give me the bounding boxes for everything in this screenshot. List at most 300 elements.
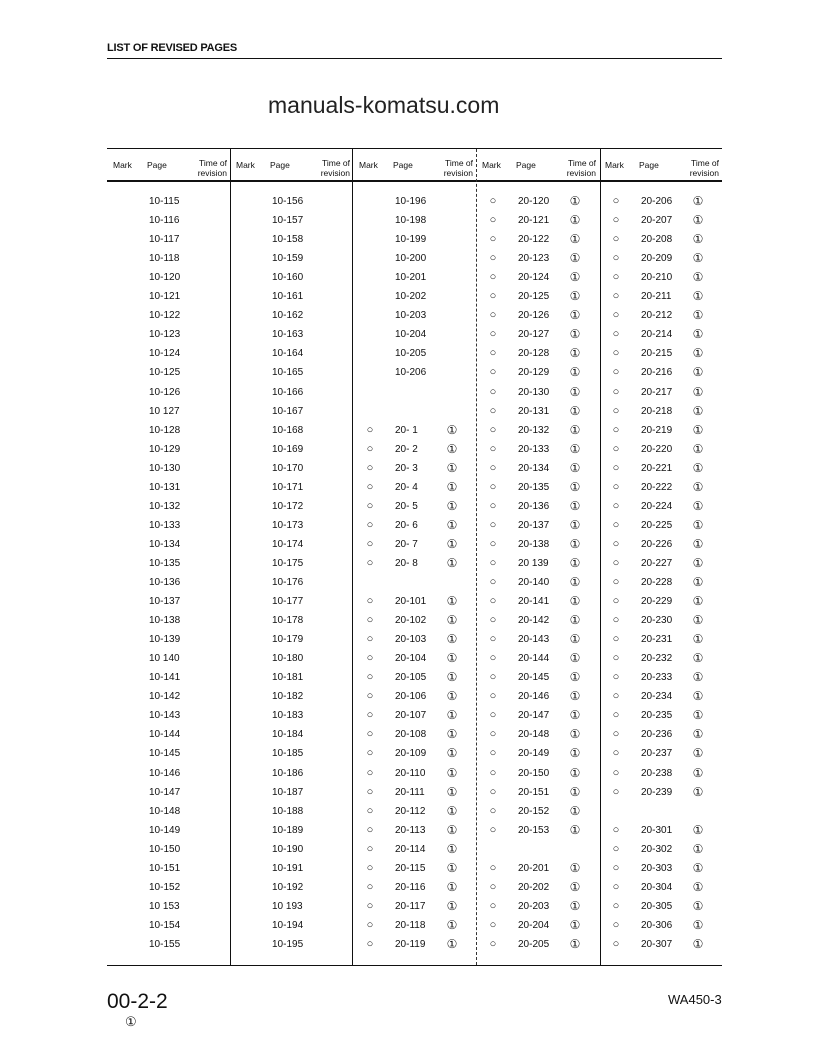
table-row <box>599 497 722 516</box>
table-row <box>230 325 353 344</box>
page-cell: 20-227 <box>641 557 673 569</box>
revised-mark-icon: ○ <box>489 442 497 455</box>
revised-mark-icon: ○ <box>612 385 620 398</box>
revised-mark-icon: ○ <box>612 195 620 207</box>
revision-number: ① <box>569 860 581 875</box>
page-cell: 10-133 <box>149 519 181 531</box>
page-cell: 20-102 <box>395 615 427 627</box>
table-row <box>230 363 353 382</box>
table-row <box>353 630 476 649</box>
table-row <box>599 306 722 325</box>
table-row <box>476 630 599 649</box>
table-row <box>230 459 353 478</box>
page-cell: 20-147 <box>518 710 550 722</box>
table-row <box>599 859 722 878</box>
table-row <box>230 668 353 687</box>
table-row <box>476 897 599 916</box>
page-cell: 20-138 <box>518 538 550 550</box>
page-cell: 20-101 <box>395 596 427 608</box>
table-row <box>353 535 476 554</box>
page-cell: 20-208 <box>641 234 673 246</box>
page-cell: 20-110 <box>395 767 426 779</box>
revision-number: ① <box>692 422 704 437</box>
revision-number: ① <box>692 213 704 228</box>
revised-mark-icon: ○ <box>366 671 374 684</box>
table-row <box>599 592 722 611</box>
revision-number: ① <box>569 917 581 932</box>
table-row <box>476 935 599 954</box>
table-row <box>353 325 476 344</box>
column-group <box>476 149 599 965</box>
table-row <box>107 649 230 668</box>
table-row <box>476 878 599 897</box>
page-cell: 10-164 <box>272 348 304 360</box>
revised-mark-icon: ○ <box>366 918 374 931</box>
page-cell: 20-210 <box>641 272 673 284</box>
revised-mark-icon: ○ <box>489 461 497 474</box>
page-cell: 20-124 <box>518 272 550 284</box>
page-cell: 20-220 <box>641 443 673 455</box>
page-cell: 10-147 <box>149 786 181 798</box>
revision-number: ① <box>692 879 704 894</box>
revised-mark-icon: ○ <box>612 347 620 360</box>
revision-number: ① <box>569 822 581 837</box>
page-cell: 20-303 <box>641 862 673 874</box>
page-cell: 20-152 <box>518 805 550 817</box>
revision-number: ① <box>446 841 458 856</box>
revised-mark-icon: ○ <box>489 880 497 893</box>
table-row <box>230 783 353 802</box>
header-time-line1: Time of <box>321 158 350 168</box>
table-row <box>476 459 599 478</box>
page-cell: 20-132 <box>518 424 550 436</box>
table-row <box>476 402 599 421</box>
revision-number: ① <box>569 632 581 647</box>
table-row <box>599 287 722 306</box>
revision-number: ① <box>692 727 704 742</box>
table-row <box>599 363 722 382</box>
page-cell: 20-237 <box>641 748 673 760</box>
page-cell: 10-192 <box>272 881 304 893</box>
revised-mark-icon: ○ <box>612 728 620 741</box>
revised-mark-icon: ○ <box>489 709 497 722</box>
revised-mark-icon: ○ <box>366 518 374 531</box>
page-cell: 10-139 <box>149 634 181 646</box>
revised-mark-icon: ○ <box>489 537 497 550</box>
page-cell: 20-112 <box>395 805 426 817</box>
table-row <box>107 192 230 211</box>
revised-mark-icon: ○ <box>612 595 620 608</box>
table-row <box>353 744 476 763</box>
page-cell: 20-137 <box>518 519 550 531</box>
page-cell: 10-116 <box>149 215 180 227</box>
table-row <box>599 230 722 249</box>
page-cell: 10-167 <box>272 405 304 417</box>
table-row <box>230 478 353 497</box>
table-row <box>353 916 476 935</box>
revision-number: ① <box>446 422 458 437</box>
page-cell: 10-129 <box>149 443 181 455</box>
revision-number: ① <box>446 441 458 456</box>
revision-number: ① <box>569 613 581 628</box>
table-row <box>230 211 353 230</box>
table-row <box>107 306 230 325</box>
table-row <box>230 440 353 459</box>
table-row <box>353 649 476 668</box>
page-cell: 10-179 <box>272 634 304 646</box>
table-row <box>230 402 353 421</box>
table-row <box>599 440 722 459</box>
revision-number: ① <box>692 346 704 361</box>
revision-number: ① <box>446 803 458 818</box>
table-row <box>353 897 476 916</box>
revision-number: ① <box>569 746 581 761</box>
table-row <box>599 802 722 821</box>
header-page: Page <box>516 160 536 170</box>
page-cell: 10-120 <box>149 272 181 284</box>
table-row <box>353 859 476 878</box>
revised-mark-icon: ○ <box>489 385 497 398</box>
table-row <box>476 230 599 249</box>
table-row <box>230 897 353 916</box>
table-row <box>230 744 353 763</box>
table-row <box>230 383 353 402</box>
revision-number: ① <box>569 441 581 456</box>
revised-mark-icon: ○ <box>612 309 620 322</box>
page-cell: 20-212 <box>641 310 673 322</box>
page-cell: 20-226 <box>641 538 673 550</box>
revised-mark-icon: ○ <box>612 442 620 455</box>
page-title: LIST OF REVISED PAGES <box>107 42 238 54</box>
table-row <box>476 554 599 573</box>
page-cell: 20- 2 <box>395 443 418 455</box>
page-cell: 10-199 <box>395 234 427 246</box>
table-row <box>107 821 230 840</box>
table-row <box>230 306 353 325</box>
page-cell: 10-144 <box>149 729 181 741</box>
revision-number: ① <box>692 575 704 589</box>
page-cell: 10-198 <box>395 215 427 227</box>
revised-mark-icon: ○ <box>612 423 620 436</box>
revised-mark-icon: ○ <box>612 823 620 836</box>
revised-mark-icon: ○ <box>489 576 497 588</box>
revision-number: ① <box>446 784 458 799</box>
table-row <box>599 706 722 725</box>
table-row <box>476 764 599 783</box>
table-row <box>353 878 476 897</box>
page-cell: 20-225 <box>641 519 673 531</box>
page-cell: 10-160 <box>272 272 304 284</box>
page-cell: 10-121 <box>149 291 181 303</box>
table-row <box>599 459 722 478</box>
page-cell: 10-155 <box>149 938 181 950</box>
revision-number: ① <box>569 594 581 609</box>
revised-mark-icon: ○ <box>489 214 497 227</box>
revision-number: ① <box>446 670 458 685</box>
header-time-line2: revision <box>197 168 227 178</box>
table-row <box>107 383 230 402</box>
revision-number: ① <box>446 898 458 913</box>
table-row <box>599 840 722 859</box>
revised-mark-icon: ○ <box>366 747 374 760</box>
revised-mark-icon: ○ <box>489 328 497 341</box>
page-cell: 20-128 <box>518 348 550 360</box>
revision-number: ① <box>692 860 704 875</box>
revision-number: ① <box>446 746 458 761</box>
table-row <box>107 668 230 687</box>
table-row <box>107 344 230 363</box>
table-row <box>230 935 353 954</box>
header-time-of-revision <box>321 158 350 178</box>
page-cell: 20-218 <box>641 405 673 417</box>
table-row <box>353 344 476 363</box>
revision-number: ① <box>569 365 581 380</box>
revised-mark-icon: ○ <box>366 899 374 912</box>
page-cell: 10-203 <box>395 310 427 322</box>
revision-number: ① <box>569 346 581 361</box>
revision-number: ① <box>446 765 458 780</box>
table-row <box>107 249 230 268</box>
table-row <box>107 725 230 744</box>
page-cell: 10-125 <box>149 367 181 379</box>
page-cell: 10-186 <box>272 767 304 779</box>
revised-mark-icon: ○ <box>489 728 497 741</box>
table-row <box>353 706 476 725</box>
page-cell: 10-134 <box>149 538 181 550</box>
table-row <box>353 821 476 840</box>
table-row <box>107 687 230 706</box>
header-mark: Mark <box>236 160 255 170</box>
page-cell: 20-209 <box>641 253 673 265</box>
table-row <box>476 287 599 306</box>
page-cell: 20-117 <box>395 900 426 912</box>
table-row <box>476 192 599 211</box>
table-row <box>476 916 599 935</box>
column-group <box>599 149 722 965</box>
page-cell: 10-188 <box>272 805 304 817</box>
revised-mark-icon: ○ <box>366 880 374 893</box>
table-row <box>353 935 476 954</box>
revised-pages-table <box>107 148 722 966</box>
header-mark: Mark <box>359 160 378 170</box>
table-row <box>107 573 230 592</box>
revision-number: ① <box>569 575 581 589</box>
revised-mark-icon: ○ <box>366 728 374 741</box>
page-cell: 20-126 <box>518 310 550 322</box>
revision-number: ① <box>692 251 704 266</box>
table-row <box>353 306 476 325</box>
revised-mark-icon: ○ <box>366 556 374 569</box>
revision-number: ① <box>446 651 458 666</box>
header-page: Page <box>639 160 659 170</box>
page-cell: 10-118 <box>149 253 180 265</box>
revision-number: ① <box>692 594 704 609</box>
table-row <box>353 478 476 497</box>
page-cell: 10-136 <box>149 577 181 588</box>
revision-number: ① <box>692 708 704 723</box>
page-cell: 20- 3 <box>395 462 418 474</box>
table-row <box>353 383 476 402</box>
table-row <box>230 573 353 592</box>
revised-mark-icon: ○ <box>612 404 620 417</box>
model-name: WA450-3 <box>668 992 722 1007</box>
page-cell: 20-235 <box>641 710 673 722</box>
page-cell: 10-165 <box>272 367 304 379</box>
revision-number: ① <box>446 536 458 551</box>
page-cell: 10-130 <box>149 462 181 474</box>
table-row <box>107 268 230 287</box>
table-row <box>107 211 230 230</box>
revision-number: ① <box>446 860 458 875</box>
revised-mark-icon: ○ <box>366 480 374 493</box>
page-cell: 10-177 <box>272 596 304 608</box>
page-cell: 10-205 <box>395 348 427 360</box>
revised-mark-icon: ○ <box>489 233 497 246</box>
revised-mark-icon: ○ <box>489 499 497 512</box>
page-cell: 10-163 <box>272 329 304 341</box>
page-cell: 20- 1 <box>395 424 418 436</box>
table-row <box>599 516 722 535</box>
revised-mark-icon: ○ <box>366 785 374 798</box>
table-row <box>353 211 476 230</box>
revised-mark-icon: ○ <box>366 709 374 722</box>
revision-number: ① <box>692 194 704 208</box>
page-cell: 10-161 <box>272 291 304 303</box>
revision-number: ① <box>692 784 704 799</box>
page-cell: 10-141 <box>149 672 181 684</box>
table-row <box>599 764 722 783</box>
page-cell: 10-166 <box>272 386 304 398</box>
revised-mark-icon: ○ <box>489 671 497 684</box>
page-cell: 10-124 <box>149 348 181 360</box>
page-cell: 10 140 <box>149 653 180 665</box>
table-row <box>599 611 722 630</box>
page-cell: 20-302 <box>641 843 673 855</box>
table-row <box>599 630 722 649</box>
table-row <box>230 344 353 363</box>
table-row <box>230 554 353 573</box>
revision-number: ① <box>569 879 581 894</box>
table-row <box>230 268 353 287</box>
table-row <box>107 440 230 459</box>
revision-number: ① <box>692 289 704 304</box>
revised-mark-icon: ○ <box>489 366 497 379</box>
page-cell: 20-146 <box>518 691 550 703</box>
page-cell: 20-109 <box>395 748 427 760</box>
revision-number: ① <box>569 232 581 247</box>
revision-number: ① <box>446 689 458 704</box>
table-row <box>230 497 353 516</box>
revised-mark-icon: ○ <box>489 595 497 608</box>
table-row <box>476 440 599 459</box>
table-row <box>476 821 599 840</box>
page-cell: 20-114 <box>395 843 426 855</box>
revision-number: ① <box>569 213 581 228</box>
header-time-of-revision <box>444 158 473 178</box>
page-cell: 10-173 <box>272 519 304 531</box>
table-row <box>107 764 230 783</box>
page-cell: 10-145 <box>149 748 181 760</box>
revision-number: ① <box>692 917 704 932</box>
table-row <box>107 363 230 382</box>
page-cell: 10-195 <box>272 938 304 950</box>
page-number: 00-2-2 <box>107 990 168 1013</box>
page-cell: 20-217 <box>641 386 673 398</box>
page-cell: 20-234 <box>641 691 673 703</box>
table-row <box>107 859 230 878</box>
revision-number: ① <box>692 384 704 399</box>
table-row <box>599 878 722 897</box>
page-cell: 20-236 <box>641 729 673 741</box>
revised-mark-icon: ○ <box>366 423 374 436</box>
page-cell: 20-222 <box>641 481 673 493</box>
revision-number: ① <box>692 936 704 951</box>
page-cell: 10-194 <box>272 919 304 931</box>
page-cell: 20-238 <box>641 767 673 779</box>
page-cell: 20-204 <box>518 919 550 931</box>
page-cell: 10-181 <box>272 672 304 684</box>
page-cell: 10-150 <box>149 843 181 855</box>
table-row <box>353 230 476 249</box>
page-cell: 20-135 <box>518 481 550 493</box>
page-cell: 10-149 <box>149 824 181 836</box>
table-row <box>476 840 599 859</box>
revision-number: ① <box>569 803 581 818</box>
table-row <box>107 935 230 954</box>
table-row <box>353 554 476 573</box>
header-time-of-revision <box>198 158 227 178</box>
page-cell: 20-123 <box>518 253 550 265</box>
revised-mark-icon: ○ <box>612 937 620 950</box>
table-row <box>599 821 722 840</box>
table-row <box>107 478 230 497</box>
revised-mark-icon: ○ <box>489 861 497 874</box>
page-cell: 10-135 <box>149 557 181 569</box>
table-row <box>230 859 353 878</box>
title-rule <box>107 58 722 59</box>
table-row <box>476 668 599 687</box>
page-cell: 20-141 <box>518 596 550 608</box>
revision-number: ① <box>446 594 458 609</box>
header-time-line2: revision <box>566 168 596 178</box>
revised-mark-icon: ○ <box>612 576 620 588</box>
page-cell: 20-144 <box>518 653 550 665</box>
header-time-line2: revision <box>320 168 350 178</box>
revised-mark-icon: ○ <box>612 328 620 341</box>
revised-mark-icon: ○ <box>489 785 497 798</box>
header-time-line1: Time of <box>198 158 227 168</box>
revision-number: ① <box>569 308 581 323</box>
header-time-line1: Time of <box>444 158 473 168</box>
revised-mark-icon: ○ <box>612 614 620 627</box>
table-row <box>230 649 353 668</box>
revised-mark-icon: ○ <box>366 537 374 550</box>
page-cell: 20-130 <box>518 386 550 398</box>
revised-mark-icon: ○ <box>612 537 620 550</box>
revised-mark-icon: ○ <box>489 480 497 493</box>
table-row <box>353 402 476 421</box>
revision-number: ① <box>569 251 581 266</box>
page-cell: 10-154 <box>149 919 181 931</box>
header-page: Page <box>393 160 413 170</box>
page-cell: 20-111 <box>395 786 425 798</box>
revision-number: ① <box>569 270 581 285</box>
table-row <box>230 916 353 935</box>
column-group <box>230 149 353 965</box>
table-row <box>599 383 722 402</box>
table-row <box>599 916 722 935</box>
table-row <box>230 706 353 725</box>
